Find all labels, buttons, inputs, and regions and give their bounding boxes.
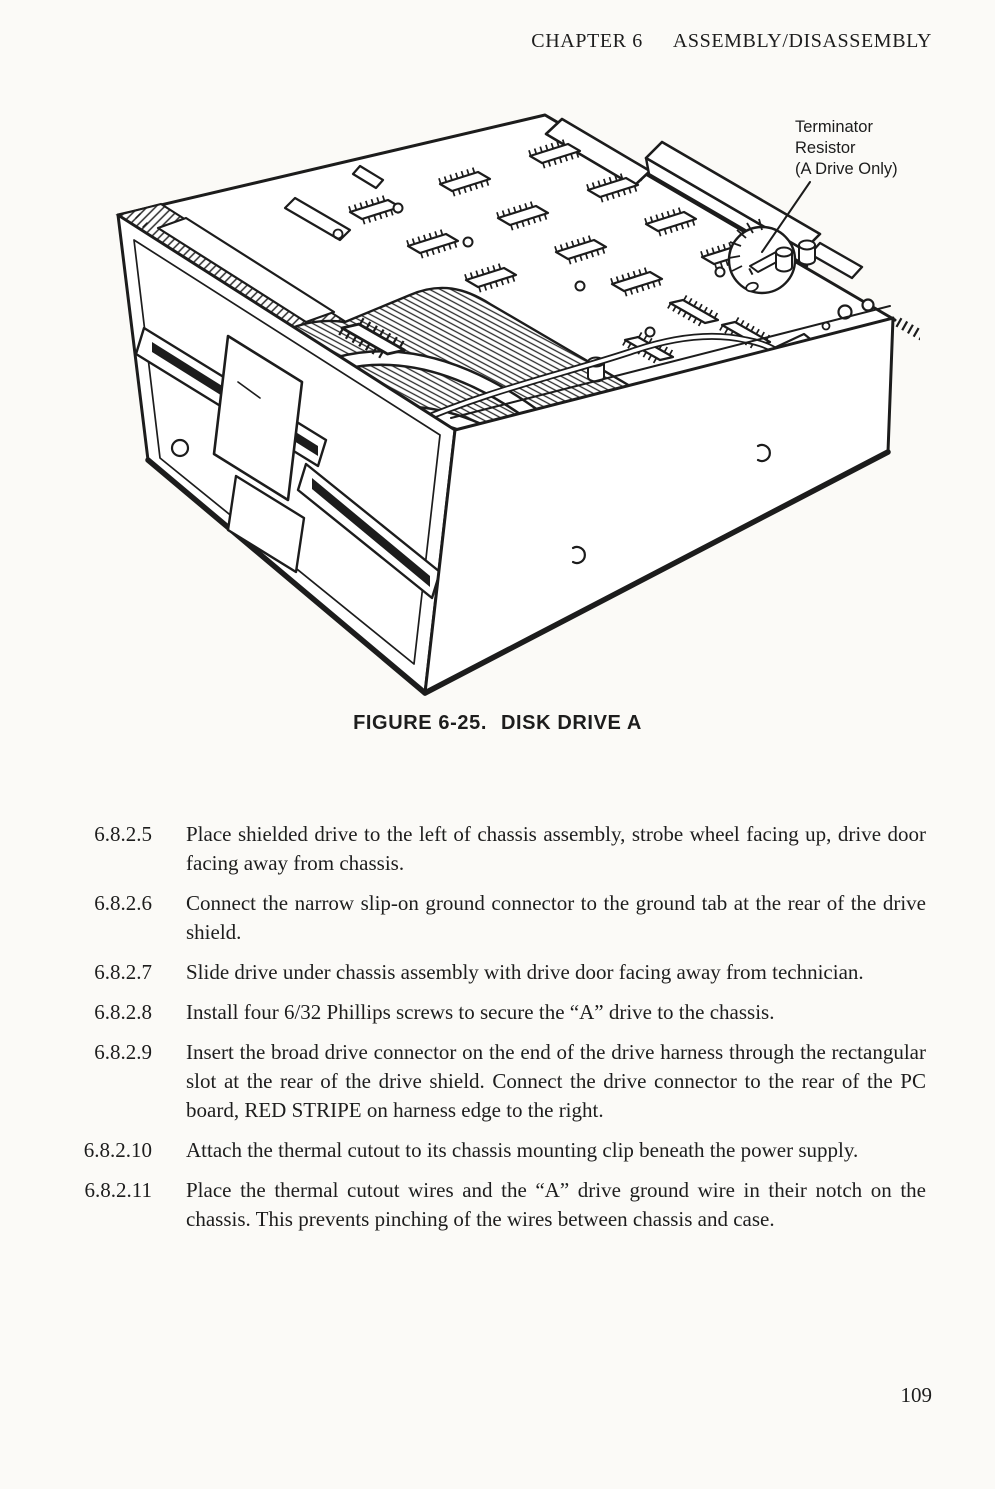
step-number: 6.8.2.8 [94,1000,152,1024]
page-number: 109 [900,1383,932,1407]
step-text: Attach the thermal cutout to its chassis mounting clip beneath the power supply. [186,1138,859,1162]
step-text: Place shielded drive to the left of chassis assembly, strobe wheel facing up, drive door facing away from chassis. [186,822,926,875]
chapter-label: CHAPTER 6 [531,30,643,52]
figure-caption-title: DISK DRIVE A [500,712,642,734]
step-number: 6.8.2.9 [94,1040,152,1064]
step-item [58,998,932,1027]
step-text: Slide drive under chassis assembly with drive door facing away from technician. [186,960,864,984]
step-number: 6.8.2.5 [94,822,152,846]
step-item [58,958,932,987]
figure-annotation-line1: Terminator [795,118,873,136]
rear-edge-step [810,243,862,278]
step-text: Install four 6/32 Phillips screws to secure the “A” drive to the chassis. [186,1000,775,1024]
figure-disk-drive [110,90,920,705]
chapter-title: ASSEMBLY/DISASSEMBLY [672,30,932,52]
step-text: Connect the narrow slip-on ground connector to the ground tab at the rear of the drive shield. [186,891,926,944]
step-item [58,1176,932,1234]
step-item [58,1136,932,1165]
step-text: Insert the broad drive connector on the end of the drive harness through the rectangular slot at the rear of the drive shield. Connect the drive connector to the rear of the PC board, RED STRIPE on harness edge to the right. [186,1040,926,1122]
procedure-steps [58,820,932,1245]
step-number: 6.8.2.7 [94,960,152,984]
disk-drive-illustration [110,90,920,705]
step-item [58,820,932,878]
figure-annotation-line3: (A Drive Only) [795,160,898,178]
step-number: 6.8.2.11 [84,1178,152,1202]
step-item [58,1038,932,1125]
figure-annotation-line2: Resistor [795,139,856,157]
step-text: Place the thermal cutout wires and the “A” drive ground wire in their notch on the chassis. This prevents pinching of the wires between chassis and case. [186,1178,926,1231]
page-header [0,30,932,53]
step-item [58,889,932,947]
step-number: 6.8.2.6 [94,891,152,915]
figure-caption-label: FIGURE 6-25. [353,712,487,734]
figure-caption [0,712,995,758]
step-number: 6.8.2.10 [83,1138,152,1162]
